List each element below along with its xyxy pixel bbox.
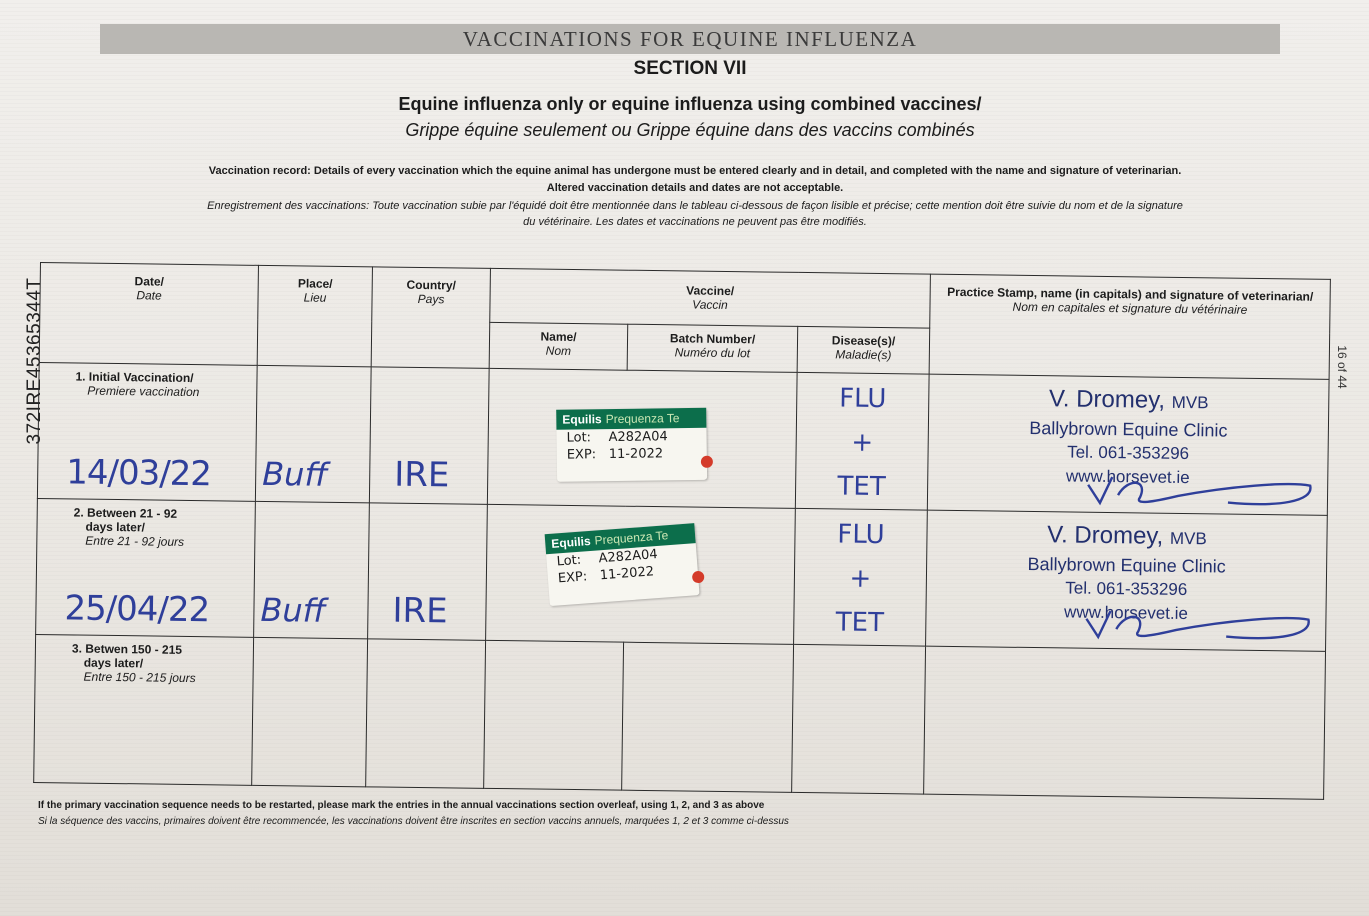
row-label-1: 1. Initial Vaccination/ Premiere vaccination 14/03/22 [37,362,257,501]
clinic-website: www.horsevet.ie [1065,466,1190,488]
batch-cell [622,642,794,792]
vaccine-brand: Equilis [550,533,592,551]
country-cell [368,503,488,641]
horse-id-number: 372IRE45365344T [24,277,45,445]
stamp-cell [924,646,1326,799]
col-place-header: Place/ Lieu [257,265,372,366]
batch-lot: A282A04 [598,547,659,567]
clinic-name: Ballybrown Equine Clinic [1029,417,1228,441]
disease-flu: FLU [837,519,885,551]
section-banner [100,24,1280,54]
page-number: 16 of 44 [1335,345,1349,389]
date-entry: 25/04/22 [64,588,210,631]
footer-note-fr: Si la séquence des vaccins, primaires doivent être recommencée, les vaccinations doivent être inscrites en section vaccins annuels, marquées 1, 2 et 3 comme ci-dessus [38,816,789,827]
record-instructions-fr-2: du vétérinaire. Les dates et vaccinations ne peuvent pas être modifiés. [523,216,867,228]
vet-name: V. Dromey, [1047,521,1164,550]
vet-title: MVB [1169,528,1207,549]
vet-signature [1078,465,1319,512]
footer-note-en: If the primary vaccination sequence needs to be restarted, please mark the entries in the annual vaccinations section overleaf, using 1, 2, and 3 as above [38,800,765,811]
disease-tet: TET [835,607,885,639]
country-entry: IRE [393,454,450,496]
stamp-cell [927,374,1329,515]
table-row [34,634,1326,799]
col-batch-header: Batch Number/ Numéro du lot [627,324,798,372]
row-label-2: 2. Between 21 - 92 days later/ Entre 21 - 92 jours 25/04/22 [36,498,256,637]
clinic-phone: Tel. 061-353296 [1065,578,1188,600]
disease-tet: TET [837,471,886,503]
disease-cell [792,644,926,794]
vaccine-batch-sticker: Equilis Prequenza Te Lot: A282A04 EXP: 11-2022 [556,408,707,482]
subtitle-fr: Grippe équine seulement ou Grippe équine dans des vaccins combinés [405,120,975,140]
place-cell [254,501,370,638]
place-entry: Buff [261,454,328,494]
vaccine-brand: Equilis [562,412,602,427]
disease-plus: + [851,427,874,458]
country-cell [369,367,489,505]
batch-lot: A282A04 [608,429,668,446]
stamp-cell [926,510,1328,651]
vaccine-variant: Prequenza Te [605,411,680,427]
disease-flu: FLU [838,383,887,415]
col-disease-header: Disease(s)/ Maladie(s) [797,326,930,374]
banner-title: VACCINATIONS FOR EQUINE INFLUENZA [462,27,918,51]
place-cell [255,365,371,502]
row-label-3: 3. Betwen 150 - 215 days later/ Entre 150 - 215 jours [34,634,254,785]
clinic-phone: Tel. 061-353296 [1067,442,1190,464]
table-row [36,498,1328,651]
record-instructions-fr: Enregistrement des vaccinations: Toute vaccination subie par l'équidé doit être mentionnée dans le tableau ci-dessous de façon lisible et précise; cette mention doit être suivie du nom et de la signature [207,200,1183,212]
vaccine-batch-sticker: Equilis Prequenza Te Lot: A282A04 EXP: 11-2022 [545,523,700,606]
place-cell [252,637,368,786]
subtitle-en: Equine influenza only or equine influenza using combined vaccines/ [398,94,982,114]
vet-signature [1076,601,1317,648]
col-country-header: Country/ Pays [371,267,490,369]
country-cell [366,639,486,789]
country-entry: IRE [392,590,448,632]
table-row [37,362,1329,515]
vaccine-label-cell [487,368,797,508]
col-date-header: Date/ Date [39,263,258,366]
red-dot-icon [701,456,713,468]
batch-exp: 11-2022 [608,446,664,463]
col-vaccine-header: Vaccine/ Vaccin [490,268,931,328]
batch-exp: 11-2022 [599,564,655,584]
disease-cell [794,508,928,646]
red-dot-icon [692,571,705,584]
name-cell [484,640,624,790]
vaccination-table [33,262,1330,799]
section-title: SECTION VII [633,58,747,79]
vaccine-variant: Prequenza Te [594,528,669,548]
clinic-name: Ballybrown Equine Clinic [1027,553,1226,577]
record-instructions-en: Vaccination record: Details of every vaccination which the equine animal has undergone must be entered clearly and in detail, and completed with the name and signature of veterinarian. [208,165,1182,177]
place-entry: Buff [260,590,327,630]
record-instructions-en-2: Altered vaccination details and dates are not acceptable. [546,182,844,194]
clinic-website: www.horsevet.ie [1064,602,1189,624]
vet-title: MVB [1171,392,1209,413]
col-stamp-header: Practice Stamp, name (in capitals) and signature of veterinarian/ Nom en capitales et signature du vétérinaire [929,274,1330,379]
vaccine-label-cell [486,504,796,644]
col-name-header: Name/ Nom [489,322,628,370]
date-entry: 14/03/22 [65,452,212,495]
vet-name: V. Dromey, [1048,385,1166,414]
disease-cell [795,372,929,510]
disease-plus: + [849,563,872,594]
